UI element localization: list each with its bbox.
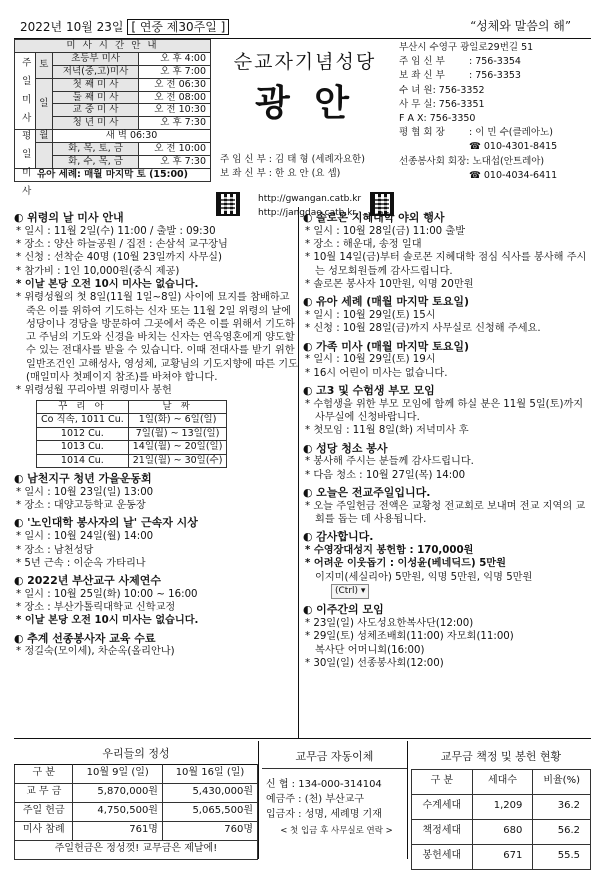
mass-name: 저녁(중,고)미사 <box>52 65 138 78</box>
table-cell: 36.2 <box>533 794 591 819</box>
table-cell: 1014 Cu. <box>37 454 129 468</box>
contact-value: : 756-3353 <box>469 70 521 82</box>
mass-time: 오 전 08:00 <box>139 91 211 104</box>
table-cell: 671 <box>472 844 533 869</box>
notice-line: * 신청 : 10월 28일(금)까지 사무실로 신청해 주세요. <box>303 322 591 335</box>
notice-section <box>14 632 298 659</box>
notice-line: * 신청 : 선착순 40명 (10월 23일까지 사무실) <box>14 251 298 264</box>
mass-name: 새 벽 06:30 <box>52 130 210 143</box>
notice-line: 복사단 어머니회(16:00) <box>315 644 425 656</box>
mass-name: 둘 째 미 사 <box>52 91 138 104</box>
table-cell: 5,870,000원 <box>73 783 163 802</box>
table-cell: 1013 Cu. <box>37 441 129 455</box>
notice-line: * 일시 : 10월 25일(화) 10:00 ~ 16:00 <box>14 588 298 601</box>
notice-line: * 수영장대성지 봉헌함 : 170,000원 <box>303 544 591 557</box>
notice-section <box>14 472 298 512</box>
mass-day: 토 <box>35 52 52 78</box>
header-cell: 10월 16일 (일) <box>162 764 257 783</box>
mass-time: 오 후 7:00 <box>139 65 211 78</box>
notice-line: * 29일(토) 성체조배회(11:00) 자모회(11:00) <box>303 630 591 643</box>
notice-line: * 이날 본당 오전 10시 미사는 없습니다. <box>14 278 298 291</box>
notice-line: * 수험생을 위한 부모 모임에 함께 하실 분은 11월 5일(토)까지 사무실에 신청바랍니다. <box>303 398 591 425</box>
header-row <box>15 764 258 783</box>
table-row <box>37 441 227 455</box>
mass-name: 청 년 미 사 <box>52 117 138 130</box>
contact-label: 수 녀 원 <box>399 84 433 96</box>
bulletin-page <box>14 14 591 862</box>
contact-row <box>399 155 591 169</box>
notice-line: * 장소 : 남천성당 <box>14 544 298 557</box>
assistant-priest-name: 보 좌 신 부 : 한 요 안 (요 셉) <box>220 168 341 179</box>
notice-title: ◐ 가족 미사 (매월 마지막 토요일) <box>303 340 591 354</box>
table-row <box>412 819 591 844</box>
header-cell: 구 분 <box>412 769 473 794</box>
bank-account: 신 협 : 134-000-314104 <box>266 779 382 790</box>
households-table <box>411 745 591 870</box>
table-cell: 책정세대 <box>412 819 473 844</box>
contact-label: 평 협 회 장 <box>399 127 445 139</box>
offerings-caption: 우리들의 정성 <box>102 747 170 761</box>
top-bar <box>14 14 591 38</box>
notice-title: ◐ '노인대학 봉사자의 날' 근속자 시상 <box>14 516 298 530</box>
mass-row <box>15 143 211 156</box>
website-link-gwangan[interactable]: http://gwangan.catb.kr <box>258 194 362 204</box>
notice-line: * 일시 : 10월 29일(토) 15시 <box>303 309 591 322</box>
notice-line: * 위령성월의 첫 8일(11월 1일~8일) 사이에 묘지를 참배하고 죽은 이를 위하여 기도하는 신자 또는 11월 2일 위령의 날에 성당이나 경당을 방문하여 그곳에서 죽은 이를 위해서 기도하고 주님의 기도와 신경을 바치는 신자는 연옥영혼에게 양도할 수 있는 전대사를 받을 수 있습니다. 이때 전대사를 받기 위한 일반조건인 고해성사, 영성체, 교황님의 기도지향에 따른 기도(매일미사 첫페이지 참조)를 바쳐야 합니다. <box>14 291 298 384</box>
mass-name: 화, 수, 목, 금 <box>52 155 138 168</box>
notice-line: 이지미(세실리아) 5만원, 익명 5만원, 익명 5만원 <box>315 571 533 583</box>
notice-title: ◐ 위령의 날 미사 안내 <box>14 211 298 225</box>
mass-time: 오 후 7:30 <box>139 155 211 168</box>
notice-line: * 장소 : 부산가톨릭대학교 신학교정 <box>14 601 298 614</box>
notice-line: * 위령성월 꾸리아별 위령미사 봉헌 <box>14 384 298 397</box>
contact-label: F A X <box>399 113 424 125</box>
table-row <box>15 783 258 802</box>
notices-left-column <box>14 207 299 739</box>
mass-time: 오 후 7:30 <box>139 117 211 130</box>
church-title: 순교자기념성당 <box>233 51 377 73</box>
notice-title: ◐ 고3 및 수험생 부모 모임 <box>303 384 591 398</box>
table-cell: 5,430,000원 <box>162 783 257 802</box>
mass-name: 교 중 미 사 <box>52 104 138 117</box>
mass-day: 월 <box>35 130 52 143</box>
notice-line: * 다음 청소 : 10월 27일(목) 14:00 <box>303 469 591 482</box>
contact-label: 주 임 신 부 <box>399 56 445 68</box>
paste-options-row <box>303 584 591 599</box>
notice-title: ◐ 성당 청소 봉사 <box>303 442 591 456</box>
date-line <box>20 20 229 35</box>
notice-line: * 정길숙(모이세), 차순옥(올리안나) <box>14 645 298 658</box>
paste-options-button[interactable]: (Ctrl) ▾ <box>331 584 369 599</box>
contact-label: 선종봉사회 회장 <box>399 155 467 167</box>
notice-line: * 장소 : 대양고등학교 운동장 <box>14 499 298 512</box>
contact-row <box>399 84 591 98</box>
contact-value: : 756-3354 <box>469 56 521 68</box>
mass-time: 오 전 10:30 <box>139 104 211 117</box>
pastor-name: 주 임 신 부 : 김 태 형 (세례자요한) <box>220 154 365 165</box>
mass-row <box>15 52 211 65</box>
table-cell: 1,209 <box>472 794 533 819</box>
contact-row <box>399 140 591 154</box>
mass-schedule-table <box>14 39 211 199</box>
contact-value: : 노대섭(안트레아) <box>466 155 545 167</box>
mass-name: 초등부 미사 <box>52 52 138 65</box>
notice-title: ◐ 솔로몬 지혜대학 야외 행사 <box>303 211 591 225</box>
notices <box>14 207 591 739</box>
notice-line: * 일시 : 10월 24일(월) 14:00 <box>14 530 298 543</box>
contact-value: ☎ 010-4034-6411 <box>469 169 558 181</box>
notice-line: * 솔로몬 봉사자 10만원, 익명 20만원 <box>303 278 591 291</box>
caption-row <box>412 745 591 769</box>
caption-row <box>15 745 258 764</box>
notice-line: * 16시 어린이 미사는 없습니다. <box>303 367 591 380</box>
contact-label: 사 무 실 <box>399 98 433 110</box>
notice-line: * 5년 근속 : 이순옥 가타리나 <box>14 557 298 570</box>
notice-section <box>14 211 298 468</box>
liturgical-occasion: [ 연중 제30주일 ] <box>127 19 229 35</box>
households-caption: 교무금 책정 및 봉헌 현황 <box>440 749 562 763</box>
contact-list <box>399 41 591 183</box>
table-cell: 5,065,500원 <box>162 802 257 821</box>
notice-section <box>303 603 591 670</box>
table-row <box>15 821 258 840</box>
table-row <box>412 844 591 869</box>
contact-value: : 756-3350 <box>423 113 476 125</box>
notice-section <box>303 384 591 438</box>
mass-name: 화, 목, 토, 금 <box>52 143 138 156</box>
table-cell: 미사 참례 <box>15 821 73 840</box>
table-cell: 4,750,500원 <box>73 802 163 821</box>
mass-name: 첫 째 미 사 <box>52 78 138 91</box>
table-cell: 봉헌세대 <box>412 844 473 869</box>
table-row <box>37 427 227 441</box>
notice-title: ◐ 추계 선종봉사자 교육 수료 <box>14 632 298 646</box>
notice-section <box>303 211 591 291</box>
notice-line: * 일시 : 10월 28일(금) 11:00 출발 <box>303 225 591 238</box>
auto-transfer-caption: 교무금 자동이체 <box>262 745 407 769</box>
notice-line: * 30일(일) 선종봉사회(12:00) <box>303 657 591 670</box>
notice-line: * 어려운 이웃돕기 : 이성윤(베네딕드) 5만원 <box>303 557 591 570</box>
account-holder: 예금주 : (천) 부산교구 <box>266 794 364 805</box>
table-cell: 7일(월) ~ 13일(일) <box>128 427 227 441</box>
year-motto: “성체와 말씀의 해” <box>469 19 571 33</box>
mass-time: 오 후 4:00 <box>139 52 211 65</box>
church-logo-text: 광 안 <box>254 82 356 124</box>
notice-section <box>303 295 591 335</box>
bottom-panel <box>14 741 591 862</box>
notice-line: * 오늘 주일헌금 전액은 교황청 전교회로 보내며 전교 지역의 교회를 돕는 데 사용됩니다. <box>303 500 591 527</box>
table-header-row <box>37 400 227 414</box>
mass-header-row <box>15 40 211 53</box>
mass-schedule-header: 미 사 시 간 안 내 <box>15 40 211 53</box>
header-cell: 세대수 <box>472 769 533 794</box>
auto-transfer-box <box>262 745 407 839</box>
notice-line: * 23일(일) 사도성요한복사단(12:00) <box>303 617 591 630</box>
table-cell: Co 직속, 1011 Cu. <box>37 414 129 428</box>
offerings-table <box>14 745 258 860</box>
table-cell: 교 무 금 <box>15 783 73 802</box>
notice-section <box>303 530 591 599</box>
contact-value: : 756-3351 <box>432 98 485 110</box>
mass-day: 일 <box>35 78 52 130</box>
church-address: 부산시 수영구 광일로29번길 51 <box>399 42 534 53</box>
infant-baptism-note: 유아 세례: 매월 마지막 토 (15:00) <box>15 168 211 181</box>
table-cell: 14일(월) ~ 20일(일) <box>128 441 227 455</box>
baptism-row <box>15 168 211 181</box>
table-row <box>37 414 227 428</box>
table-cell: 1일(화) ~ 6일(일) <box>128 414 227 428</box>
notice-section <box>14 574 298 628</box>
contact-label: 보 좌 신 부 <box>399 70 445 82</box>
notice-section <box>303 442 591 482</box>
contact-row <box>399 126 591 140</box>
notice-section <box>303 486 591 526</box>
mass-day <box>35 143 52 169</box>
table-cell: 56.2 <box>533 819 591 844</box>
mass-row <box>15 130 211 143</box>
header-cell: 비율(%) <box>533 769 591 794</box>
notice-title: ◐ 이주간의 모임 <box>303 603 591 617</box>
contact-row <box>399 41 591 55</box>
footer-row <box>15 840 258 859</box>
notice-line: * 일시 : 10월 23일(일) 13:00 <box>14 486 298 499</box>
contact-row <box>399 55 591 69</box>
notice-title: ◐ 남천지구 청년 가을운동회 <box>14 472 298 486</box>
table-row <box>412 794 591 819</box>
depositor-instruction: 입금자 : 성명, 세례명 기재 <box>266 809 382 820</box>
notice-line: * 참가비 : 1인 10,000원(중식 제공) <box>14 265 298 278</box>
table-header-cell: 날 짜 <box>128 400 227 414</box>
table-cell: 761명 <box>73 821 163 840</box>
table-row <box>37 454 227 468</box>
table-cell: 55.5 <box>533 844 591 869</box>
sunday-mass-label: 주 일 미 사 <box>15 52 36 129</box>
notice-title: ◐ 유아 세례 (매월 마지막 토요일) <box>303 295 591 309</box>
mass-time: 오 전 06:30 <box>139 78 211 91</box>
notice-line: * 일시 : 11월 2일(수) 11:00 / 출발 : 09:30 <box>14 225 298 238</box>
table-cell: 1012 Cu. <box>37 427 129 441</box>
contact-row <box>399 69 591 83</box>
header-cell: 10월 9일 (일) <box>73 764 163 783</box>
notice-title: ◐ 감사합니다. <box>303 530 591 544</box>
mass-row <box>15 78 211 91</box>
table-header-cell: 꾸 리 아 <box>37 400 129 414</box>
table-cell: 수계세대 <box>412 794 473 819</box>
offerings-footer: 주일헌금은 정성껏! 교무금은 제날에! <box>15 840 258 859</box>
header-row <box>412 769 591 794</box>
table-cell: 주일 헌금 <box>15 802 73 821</box>
notice-section <box>303 340 591 380</box>
contact-value: : 이 민 수(클레아노) <box>469 127 553 139</box>
weekday-mass-label: 평 일 미 사 <box>15 130 36 169</box>
contact-row <box>399 98 591 112</box>
notice-line: * 10월 14일(금)부터 솔로몬 지혜대학 점심 식사를 봉사해 주시는 성모회원들께 감사드립니다. <box>303 251 591 278</box>
notice-line: * 봉사해 주시는 분들께 감사드립니다. <box>303 455 591 468</box>
notice-line: * 이날 본당 오전 10시 미사는 없습니다. <box>14 614 298 627</box>
notice-line: * 첫모임 : 11월 8일(화) 저녁미사 후 <box>303 424 591 437</box>
header <box>14 38 591 223</box>
notice-line: * 장소 : 해운대, 송정 일대 <box>303 238 591 251</box>
table-cell: 760명 <box>162 821 257 840</box>
church-identity <box>214 43 396 224</box>
contact-value: : 756-3352 <box>432 84 485 96</box>
priests <box>220 153 365 181</box>
contact-row <box>399 112 591 126</box>
contact-row <box>399 169 591 183</box>
contact-value: ☎ 010-4301-8415 <box>469 141 558 153</box>
bulletin-date: 2022년 10월 23일 <box>20 20 124 34</box>
header-cell: 구 분 <box>15 764 73 783</box>
notice-title: ◐ 2022년 부산교구 사제연수 <box>14 574 298 588</box>
notice-line: * 장소 : 양산 하늘공원 / 집전 : 손삼석 교구장님 <box>14 238 298 251</box>
table-row <box>15 802 258 821</box>
notice-line: * 일시 : 10월 29일(토) 19시 <box>303 353 591 366</box>
table-cell: 21일(월) ~ 30일(수) <box>128 454 227 468</box>
mass-time: 오 전 10:00 <box>139 143 211 156</box>
table-cell: 680 <box>472 819 533 844</box>
notices-right-column <box>303 207 591 739</box>
requiem-mass-table <box>36 400 227 469</box>
notice-section <box>14 516 298 570</box>
contact-note: < 첫 입금 후 사무실로 연락 > <box>280 826 393 836</box>
notice-title: ◐ 오늘은 전교주일입니다. <box>303 486 591 500</box>
website-link-jangdae[interactable]: http://jangdae.catb.kr <box>258 208 357 218</box>
